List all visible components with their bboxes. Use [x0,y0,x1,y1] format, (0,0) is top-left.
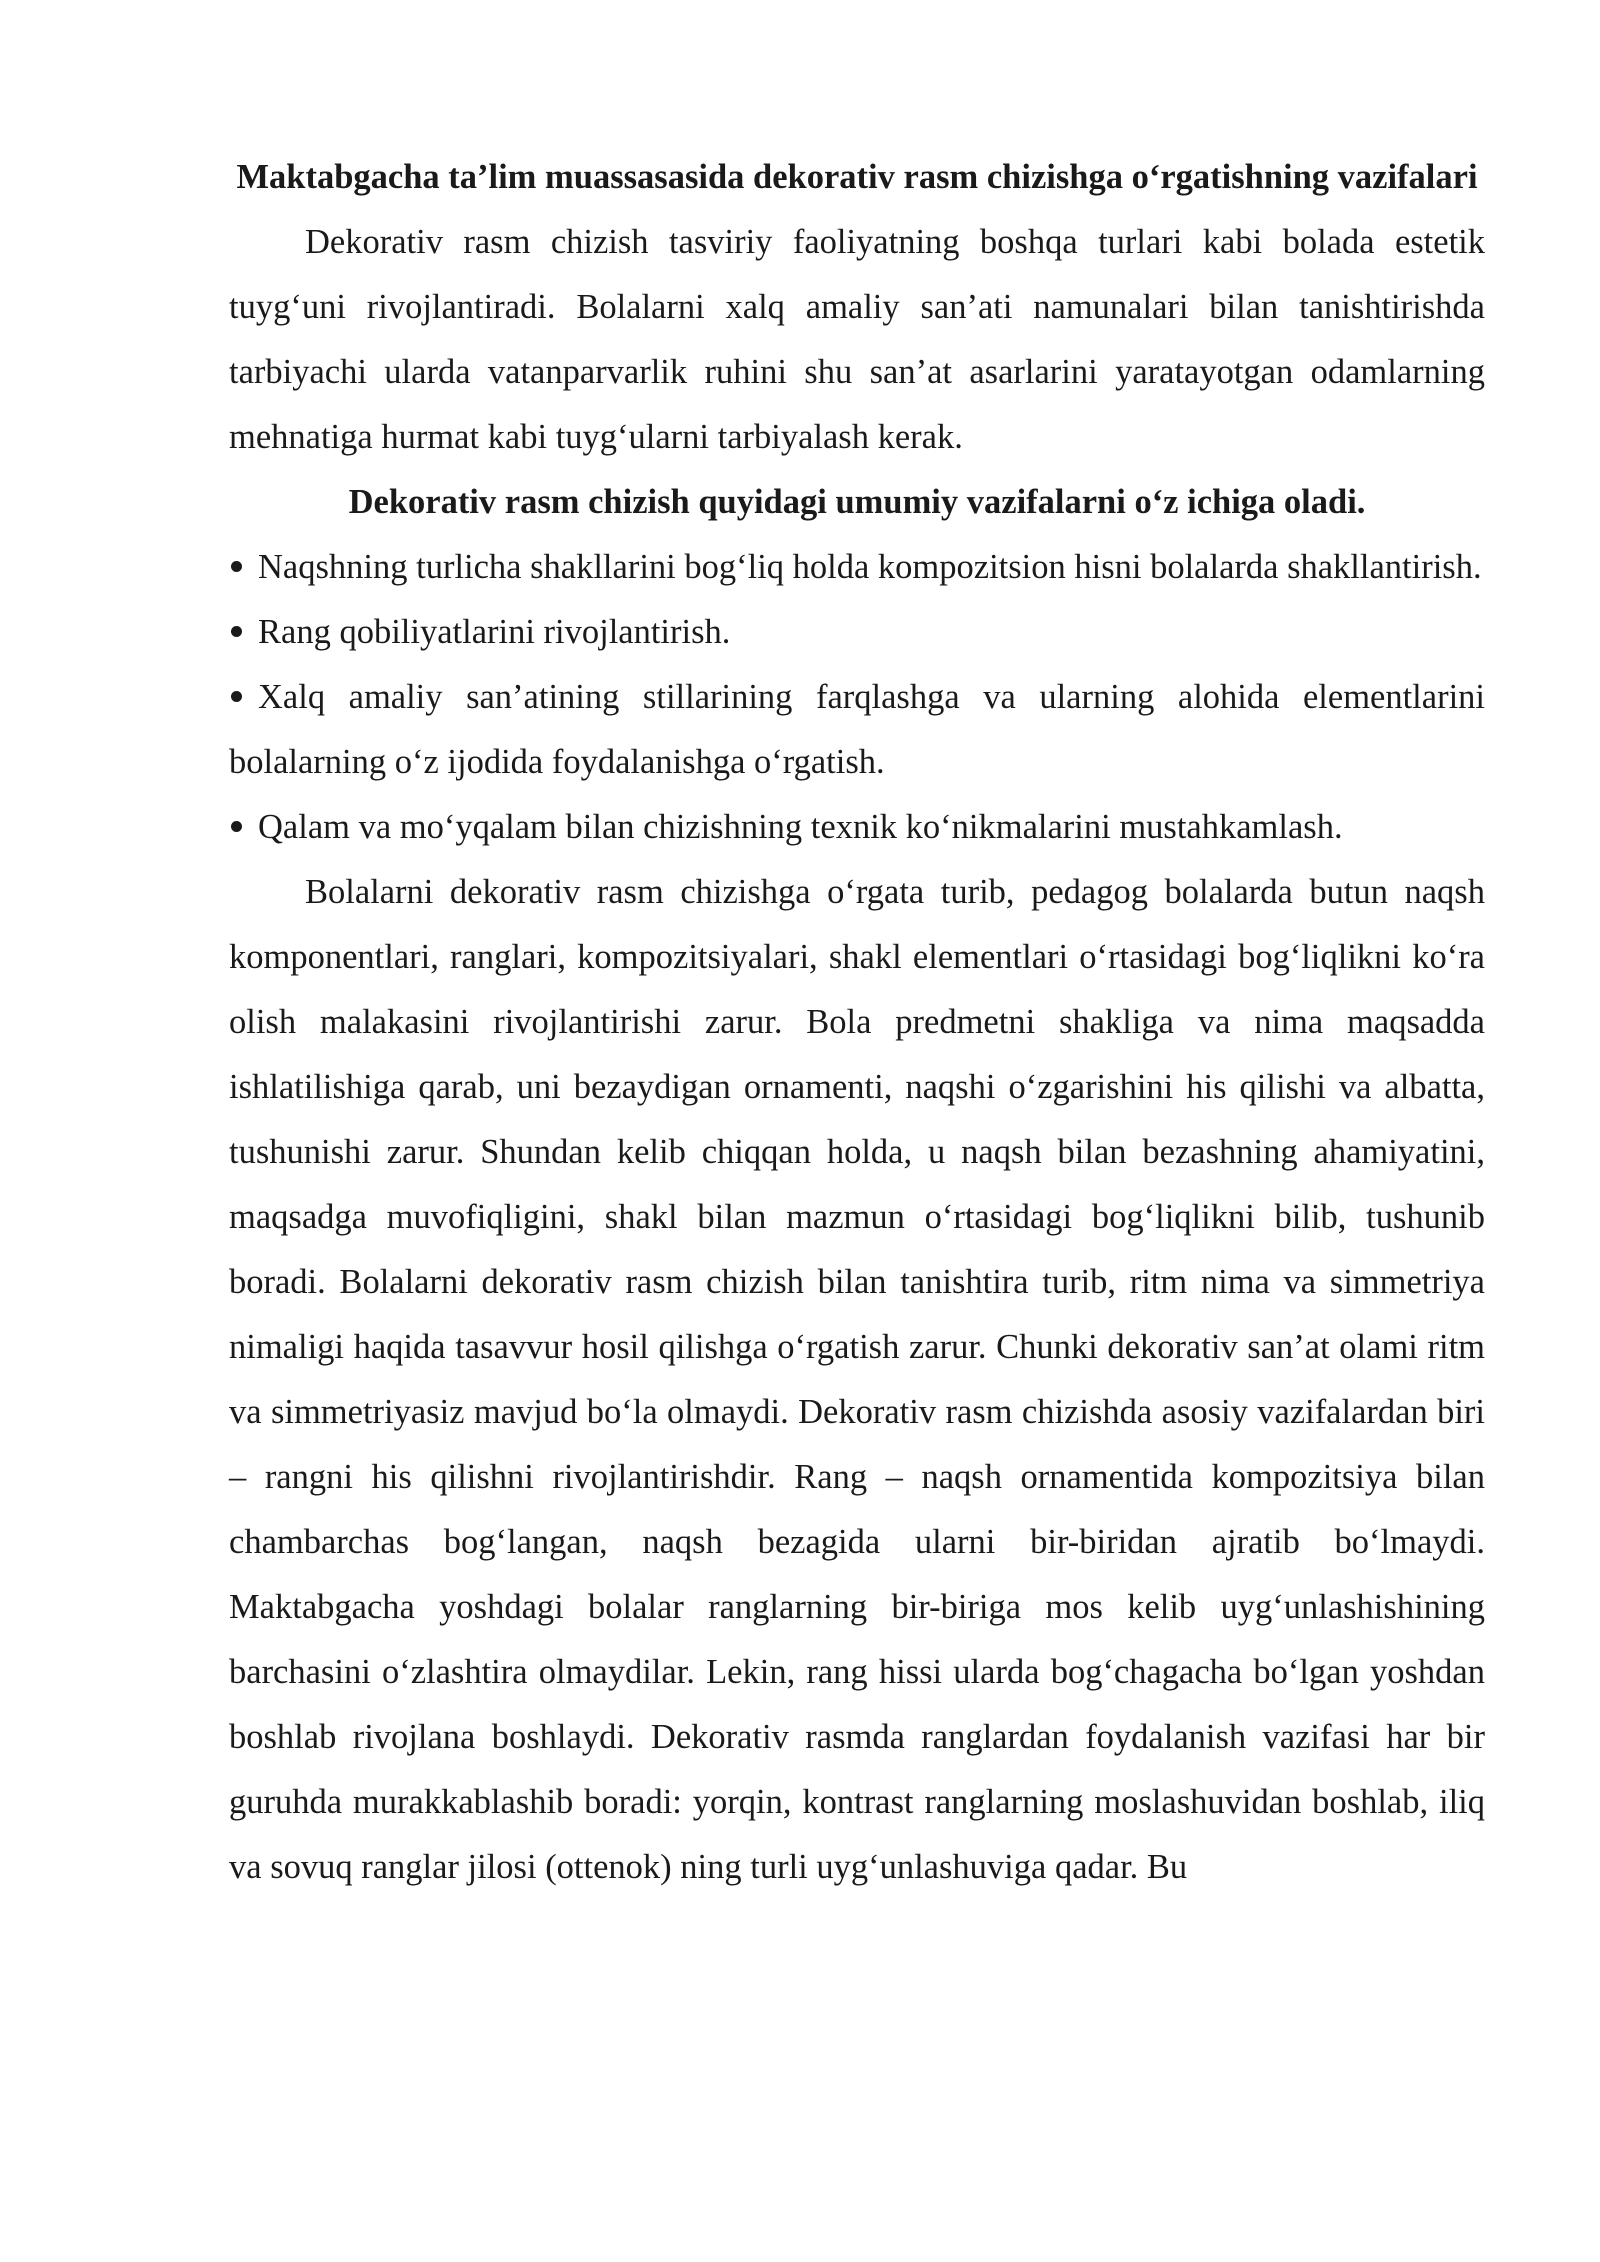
bullet-item [229,795,1485,860]
bullet-text: Naqshning turlicha shakllarini bog‘liq holda kompozitsion hisni bolalarda shakllantirish. [258,548,1482,586]
bullet-item [229,535,1485,600]
bullet-dot-icon [231,626,242,637]
main-paragraph: Bolalarni dekorativ rasm chizishga o‘rgata turib, pedagog bolalarda butun naqsh komponentlari, ranglari, kompozitsiyalari, shakl elementlari o‘rtasidagi bog‘liqlikni ko‘ra olish malakasini rivojlantirishi zarur. Bola predmetni shakliga va nima maqsadda ishlatilishiga qarab, uni bezaydigan ornamenti, naqshi o‘zgarishini his qilishi va albatta, tushunishi zarur. Shundan kelib chiqqan holda, u naqsh bilan bezashning ahamiyatini, maqsadga muvofiqligini, shakl bilan mazmun o‘rtasidagi bog‘liqlikni bilib, tushunib boradi. Bolalarni dekorativ rasm chizish bilan tanishtira turib, ritm nima va simmetriya nimaligi haqida tasavvur hosil qilishga o‘rgatish zarur. Chunki dekorativ san’at olami ritm va simmetriyasiz mavjud bo‘la olmaydi. Dekorativ rasm chizishda asosiy vazifalardan biri – rangni his qilishni rivojlantirishdir. Rang – naqsh ornamentida kompozitsiya bilan chambarchas bog‘langan, naqsh bezagida ularni bir-biridan ajratib bo‘lmaydi. Maktabgacha yoshdagi bolalar ranglarning bir-biriga mos kelib uyg‘unlashishining barchasini o‘zlashtira olmaydilar. Lekin, rang hissi ularda bog‘chagacha bo‘lgan yoshdan boshlab rivojlana boshlaydi. Dekorativ rasmda ranglardan foydalanish vazifasi har bir guruhda murakkablashib boradi: yorqin, kontrast ranglarning moslashuvidan boshlab, iliq va sovuq ranglar jilosi (ottenok) ning turli uyg‘unlashuviga qadar. Bu [229,873,1485,1886]
tasks-bullet-list [229,535,1485,860]
bullet-text: Xalq amaliy san’atining stillarining farqlashga va ularning alohida elementlarini bolalarning o‘z ijodida foydalanishga o‘rgatish. [229,678,1485,781]
document-title: Maktabgacha ta’lim muassasasida dekorativ rasm chizishga o‘rgatishning vazifalari [236,158,1478,196]
tasks-subheading: Dekorativ rasm chizish quyidagi umumiy vazifalarni o‘z ichiga oladi. [348,483,1366,521]
bullet-dot-icon [231,561,242,572]
bullet-dot-icon [231,821,242,832]
bullet-item [229,665,1485,795]
bullet-text: Qalam va mo‘yqalam bilan chizishning texnik ko‘nikmalarini mustahkamlash. [258,808,1343,846]
document-page [229,145,1485,1900]
bullet-item [229,600,1485,665]
bullet-text: Rang qobiliyatlarini rivojlantirish. [258,613,731,651]
bullet-dot-icon [231,691,242,702]
intro-paragraph: Dekorativ rasm chizish tasviriy faoliyatning boshqa turlari kabi bolada estetik tuyg‘uni rivojlantiradi. Bolalarni xalq amaliy san’ati namunalari bilan tanishtirishda tarbiyachi ularda vatanparvarlik ruhini shu san’at asarlarini yaratayotgan odamlarning mehnatiga hurmat kabi tuyg‘ularni tarbiyalash kerak. [229,223,1485,456]
